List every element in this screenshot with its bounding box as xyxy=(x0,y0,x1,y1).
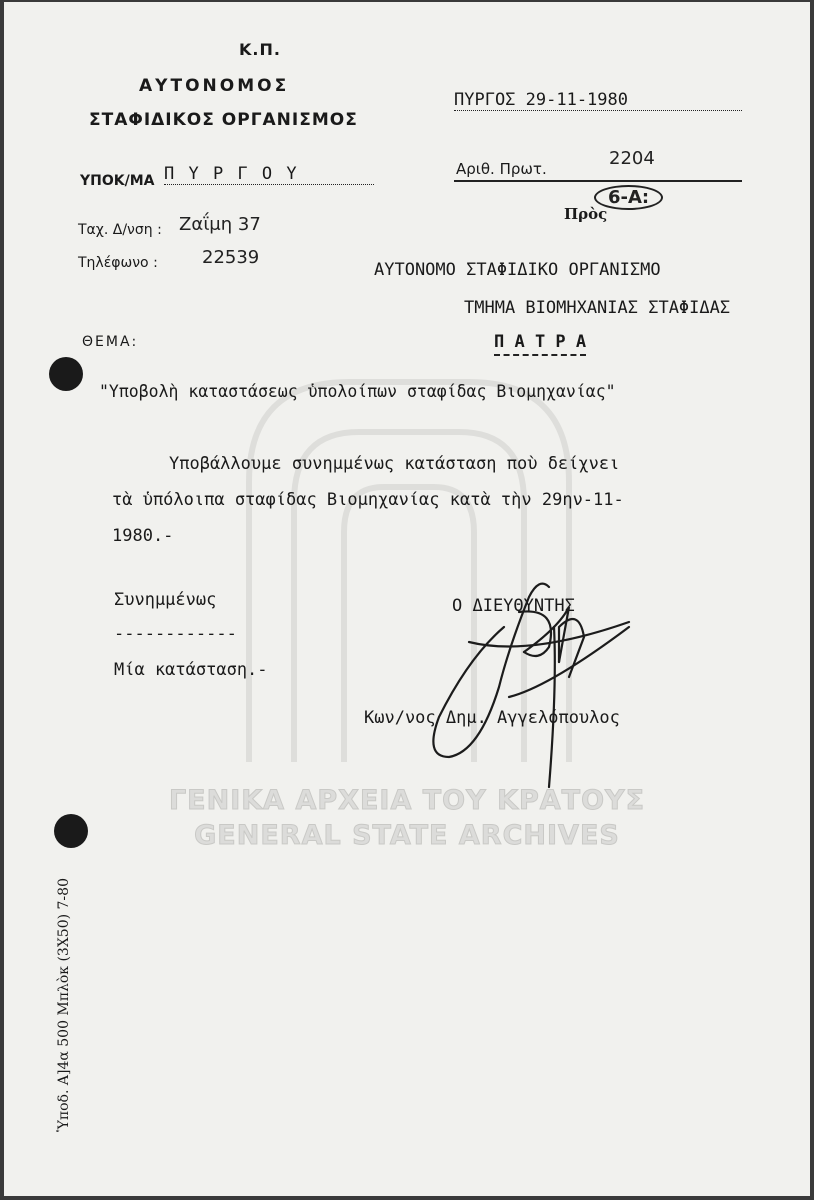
protocol-underline xyxy=(454,180,742,182)
branch-label: ΥΠΟΚ/ΜΑ xyxy=(80,173,155,189)
phone-value: 22539 xyxy=(202,247,260,268)
body-line1: Υποβάλλουμε συνημμένως κατάσταση ποὺ δείχνει xyxy=(169,454,620,474)
kp-mark: Κ.Π. xyxy=(239,40,281,59)
address-label: Ταχ. Δ/νση : xyxy=(78,222,162,238)
handwritten-signature-icon xyxy=(409,567,649,807)
branch-value: Π Υ Ρ Γ Ο Υ xyxy=(164,164,374,185)
punch-hole-top xyxy=(49,357,83,391)
attachments-item: Μία κατάσταση.- xyxy=(114,660,268,680)
recipient-line1: ΑΥΤΟΝΟΜΟ ΣΤΑΦΙΔΙΚΟ ΟΡΓΑΝΙΣΜΟ xyxy=(374,260,661,280)
watermark-english: GENERAL STATE ARCHIVES xyxy=(194,820,620,851)
watermark-greek: ΓΕΝΙΚΑ ΑΡΧΕΙΑ ΤΟΥ ΚΡΑΤΟΥΣ xyxy=(168,785,646,816)
place-date: ΠΥΡΓΟΣ 29-11-1980 xyxy=(454,90,742,111)
protocol-label: Αριθ. Πρωτ. xyxy=(456,160,547,178)
subject-text: "Υποβολὴ καταστάσεως ὑπολοίπων σταφίδας Βιομηχανίας" xyxy=(99,382,616,401)
org-line2: ΣΤΑΦΙΔΙΚΟΣ ΟΡΓΑΝΙΣΜΟΣ xyxy=(89,110,358,130)
recipient-city: Π Α Τ Ρ Α xyxy=(494,332,586,356)
punch-hole-bottom xyxy=(54,814,88,848)
body-line2: τὰ ὑπόλοιπα σταφίδας Βιομηχανίας κατὰ τὴν 29ην-11- xyxy=(112,490,624,510)
signature-title: Ο ΔΙΕΥΘΥΝΤΗΣ xyxy=(452,596,575,616)
subject-label: ΘΕΜΑ: xyxy=(82,334,139,350)
signature-name: Κων/νος Δημ. Αγγελόπουλος xyxy=(364,708,620,728)
protocol-code: 6-Α: xyxy=(594,185,663,210)
attachments-separator: ------------ xyxy=(114,624,237,644)
phone-label: Τηλέφωνο : xyxy=(78,255,158,271)
attachments-label: Συνημμένως xyxy=(114,590,217,610)
org-line1: ΑΥΤΟΝΟΜΟΣ xyxy=(139,76,290,96)
to-label: Πρὸς xyxy=(564,205,608,223)
address-value: Ζαΐμη 37 xyxy=(179,214,261,235)
document-page xyxy=(4,2,810,1196)
protocol-number: 2204 xyxy=(609,148,655,169)
recipient-line2: ΤΜΗΜΑ ΒΙΟΜΗΧΑΝΙΑΣ ΣΤΑΦΙΔΑΣ xyxy=(464,298,731,318)
printer-mark: Ὑποδ. Α]4α 500 Μπλὸκ (3Χ50) 7-80 xyxy=(56,878,72,1132)
body-line3: 1980.- xyxy=(112,526,174,546)
